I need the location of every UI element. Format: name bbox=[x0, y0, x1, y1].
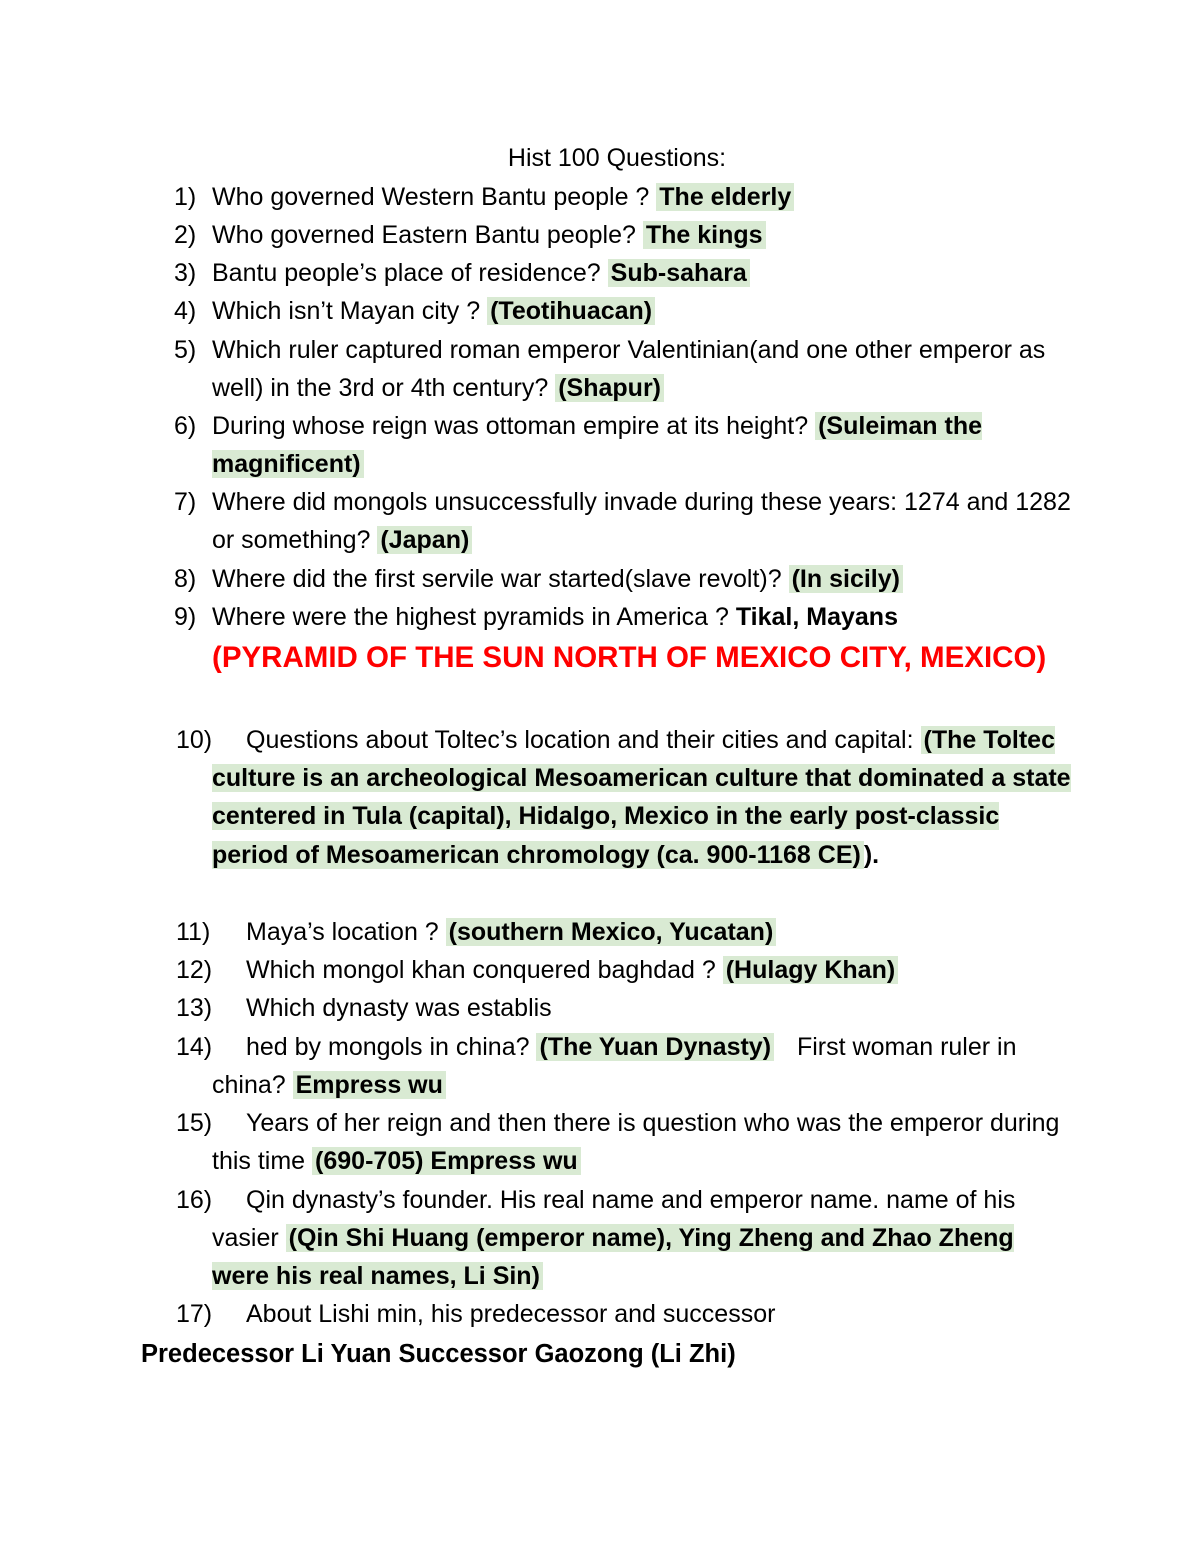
answer-text: (Teotihuacan) bbox=[487, 297, 655, 325]
item-number: 5) bbox=[174, 336, 197, 364]
item-number: 10) bbox=[176, 726, 213, 754]
question-text: Bantu people’s place of residence? bbox=[212, 259, 601, 287]
question-text: Qin dynasty’s founder. His real name and emperor name. name of his vasier bbox=[212, 1186, 1016, 1253]
question-text: Years of her reign and then there is question who was the emperor during this time bbox=[212, 1109, 1060, 1176]
list-item bbox=[174, 331, 1072, 407]
question-text: Who governed Eastern Bantu people? bbox=[212, 221, 636, 249]
list-item bbox=[176, 1028, 1072, 1104]
final-answer: Predecessor Li Yuan Successor Gaozong (Li Zhi) bbox=[141, 1340, 736, 1368]
list-item bbox=[174, 560, 1072, 598]
answer-text: (The Yuan Dynasty) bbox=[536, 1033, 774, 1061]
question-text: Which mongol khan conquered baghdad ? bbox=[246, 956, 716, 984]
list-item bbox=[176, 913, 1072, 951]
list-item bbox=[174, 292, 1072, 330]
question-text: Where did the first servile war started(slave revolt)? bbox=[212, 565, 782, 593]
question-text: Which dynasty was establis bbox=[246, 994, 552, 1022]
document-title: Hist 100 Questions: bbox=[507, 144, 727, 172]
answer-text: Tikal, Mayans bbox=[735, 603, 898, 631]
answer-text: The elderly bbox=[656, 183, 794, 211]
item-number: 6) bbox=[174, 412, 197, 440]
answer-text: (The Toltec culture is an archeological Mesoamerican culture that dominated a state centered in Tula (capital), Hidalgo, Mexico in the early post-classic period of Mesoamerican chromology (ca. 900-1168 CE) bbox=[212, 726, 1071, 869]
answer-text: (In sicily) bbox=[789, 565, 903, 593]
item-number: 1) bbox=[174, 183, 197, 211]
answer-tail: ). bbox=[863, 840, 880, 869]
question-text: Who governed Western Bantu people ? bbox=[212, 183, 650, 211]
answer-text: The kings bbox=[643, 221, 766, 249]
item-number: 9) bbox=[174, 603, 197, 631]
list-item bbox=[174, 178, 1072, 216]
item-number: 4) bbox=[174, 297, 197, 325]
question-text: During whose reign was ottoman empire at its height? bbox=[212, 412, 809, 440]
answer-text: (690-705) Empress wu bbox=[312, 1147, 581, 1175]
list-item bbox=[174, 254, 1072, 292]
item-number: 7) bbox=[174, 488, 197, 516]
list-item bbox=[174, 483, 1072, 559]
question-text: First woman ruler in china? bbox=[212, 1033, 1017, 1100]
list-item bbox=[176, 989, 1072, 1027]
list-item bbox=[176, 721, 1072, 874]
question-text: Maya’s location ? bbox=[246, 918, 439, 946]
question-text: hed by mongols in china? bbox=[246, 1033, 530, 1061]
list-item bbox=[176, 951, 1072, 989]
question-text: Where were the highest pyramids in America ? bbox=[212, 603, 729, 631]
item-number: 11) bbox=[176, 918, 211, 946]
list-item bbox=[174, 598, 1072, 679]
question-text: About Lishi min, his predecessor and successor bbox=[246, 1300, 776, 1328]
answer-text: (Suleiman the magnificent) bbox=[212, 412, 983, 479]
question-text: Questions about Toltec’s location and their cities and capital: bbox=[246, 726, 914, 754]
item-number: 2) bbox=[174, 221, 197, 249]
list-item bbox=[174, 407, 1072, 483]
item-number: 3) bbox=[174, 259, 197, 287]
item-number: 14) bbox=[176, 1033, 213, 1061]
question-text: Where did mongols unsuccessfully invade during these years: 1274 and 1282 or something? bbox=[212, 488, 1071, 555]
item-number: 17) bbox=[176, 1300, 213, 1328]
item-number: 13) bbox=[176, 994, 213, 1022]
question-text: Which ruler captured roman emperor Valentinian(and one other emperor as well) in the 3rd or 4th century? bbox=[212, 336, 1046, 403]
answer-text: (Qin Shi Huang (emperor name), Ying Zheng and Zhao Zheng were his real names, Li Sin) bbox=[212, 1224, 1014, 1291]
answer-text: Sub-sahara bbox=[608, 259, 750, 287]
list-item bbox=[176, 1181, 1072, 1296]
item-number: 12) bbox=[176, 956, 213, 984]
list-item bbox=[176, 1295, 1072, 1333]
list-item bbox=[174, 216, 1072, 254]
list-item bbox=[176, 1104, 1072, 1180]
answer-text: (southern Mexico, Yucatan) bbox=[446, 918, 777, 946]
answer-text: Empress wu bbox=[293, 1071, 446, 1099]
item-number: 8) bbox=[174, 565, 197, 593]
item-number: 15) bbox=[176, 1109, 213, 1137]
answer-text: (Japan) bbox=[377, 526, 472, 554]
question-text: Which isn’t Mayan city ? bbox=[212, 297, 481, 325]
answer-text: (Hulagy Khan) bbox=[723, 956, 898, 984]
highlighted-note: (PYRAMID OF THE SUN NORTH OF MEXICO CITY, MEXICO) bbox=[212, 641, 1047, 675]
answer-text: (Shapur) bbox=[555, 374, 664, 402]
item-number: 16) bbox=[176, 1186, 213, 1214]
